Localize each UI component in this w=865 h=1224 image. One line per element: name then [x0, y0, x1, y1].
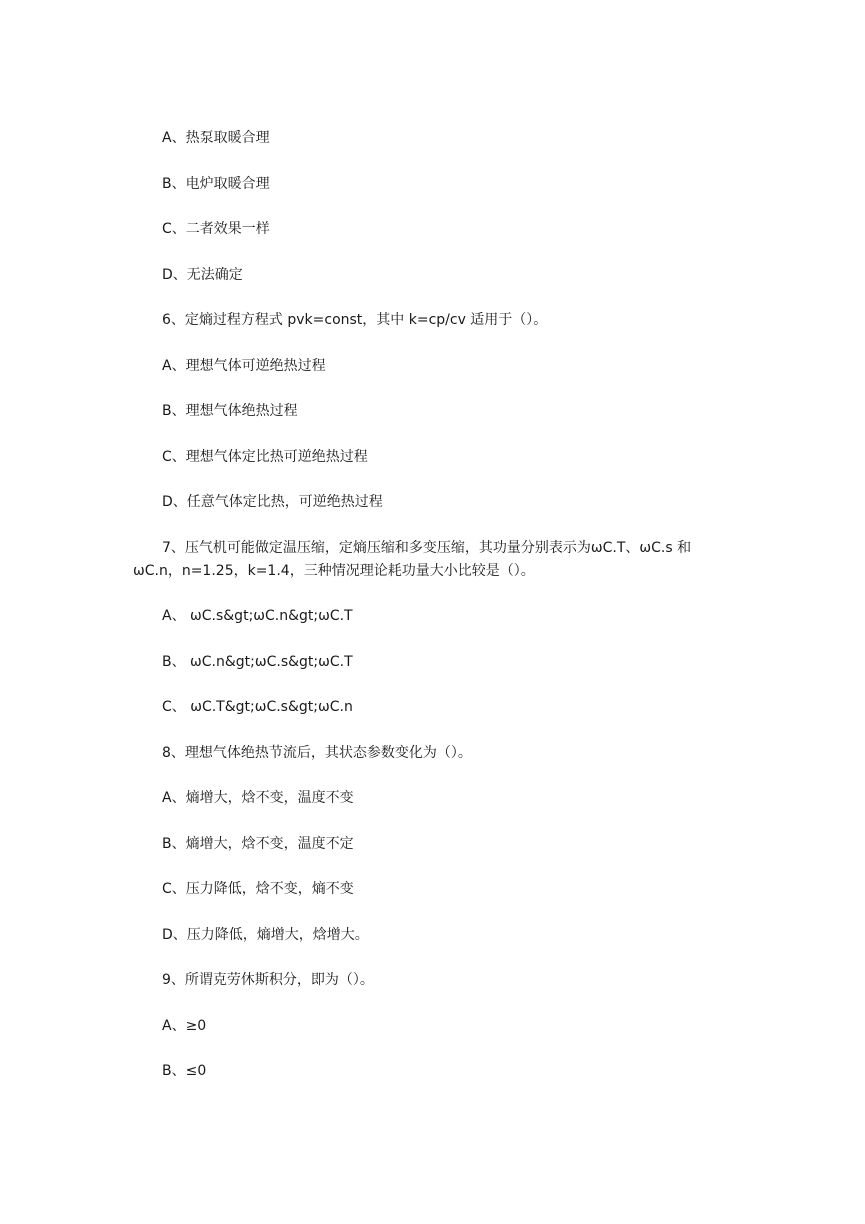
option-b-q8: B、熵增大，焓不变，温度不定 [162, 836, 354, 852]
option-b-q6: B、理想气体绝热过程 [162, 403, 298, 419]
option-c-q7: C、 ωC.T&gt;ωC.s&gt;ωC.n [162, 699, 353, 715]
option-d-q8: D、压力降低，熵增大，焓增大。 [162, 927, 369, 943]
option-a-q5: A、热泵取暖合理 [162, 130, 270, 146]
option-b-q9: B、≤0 [162, 1063, 207, 1079]
option-a-q9: A、≥0 [162, 1018, 207, 1034]
question-8: 8、理想气体绝热节流后，其状态参数变化为（）。 [162, 745, 472, 761]
option-a-q7: A、 ωC.s&gt;ωC.n&gt;ωC.T [162, 608, 353, 624]
option-a-q8: A、熵增大，焓不变，温度不变 [162, 790, 354, 806]
question-6: 6、定熵过程方程式 pvk=const，其中 k=cp/cv 适用于（）。 [162, 312, 548, 328]
option-b-q7: B、 ωC.n&gt;ωC.s&gt;ωC.T [162, 654, 353, 670]
option-a-q6: A、理想气体可逆绝热过程 [162, 358, 326, 374]
question-9: 9、所谓克劳休斯积分，即为（）。 [162, 972, 374, 988]
option-c-q5: C、二者效果一样 [162, 221, 270, 237]
option-c-q8: C、压力降低，焓不变，熵不变 [162, 881, 354, 897]
option-c-q6: C、理想气体定比热可逆绝热过程 [162, 449, 368, 465]
option-d-q6: D、任意气体定比热，可逆绝热过程 [162, 494, 383, 510]
option-d-q5: D、无法确定 [162, 267, 243, 283]
question-7-line-1: 7、压气机可能做定温压缩，定熵压缩和多变压缩，其功量分别表示为ωC.T、ωC.s 和 [162, 540, 692, 556]
question-7-line-2: ωC.n，n=1.25，k=1.4，三种情况理论耗功量大小比较是（）。 [133, 563, 535, 579]
option-b-q5: B、电炉取暖合理 [162, 176, 270, 192]
